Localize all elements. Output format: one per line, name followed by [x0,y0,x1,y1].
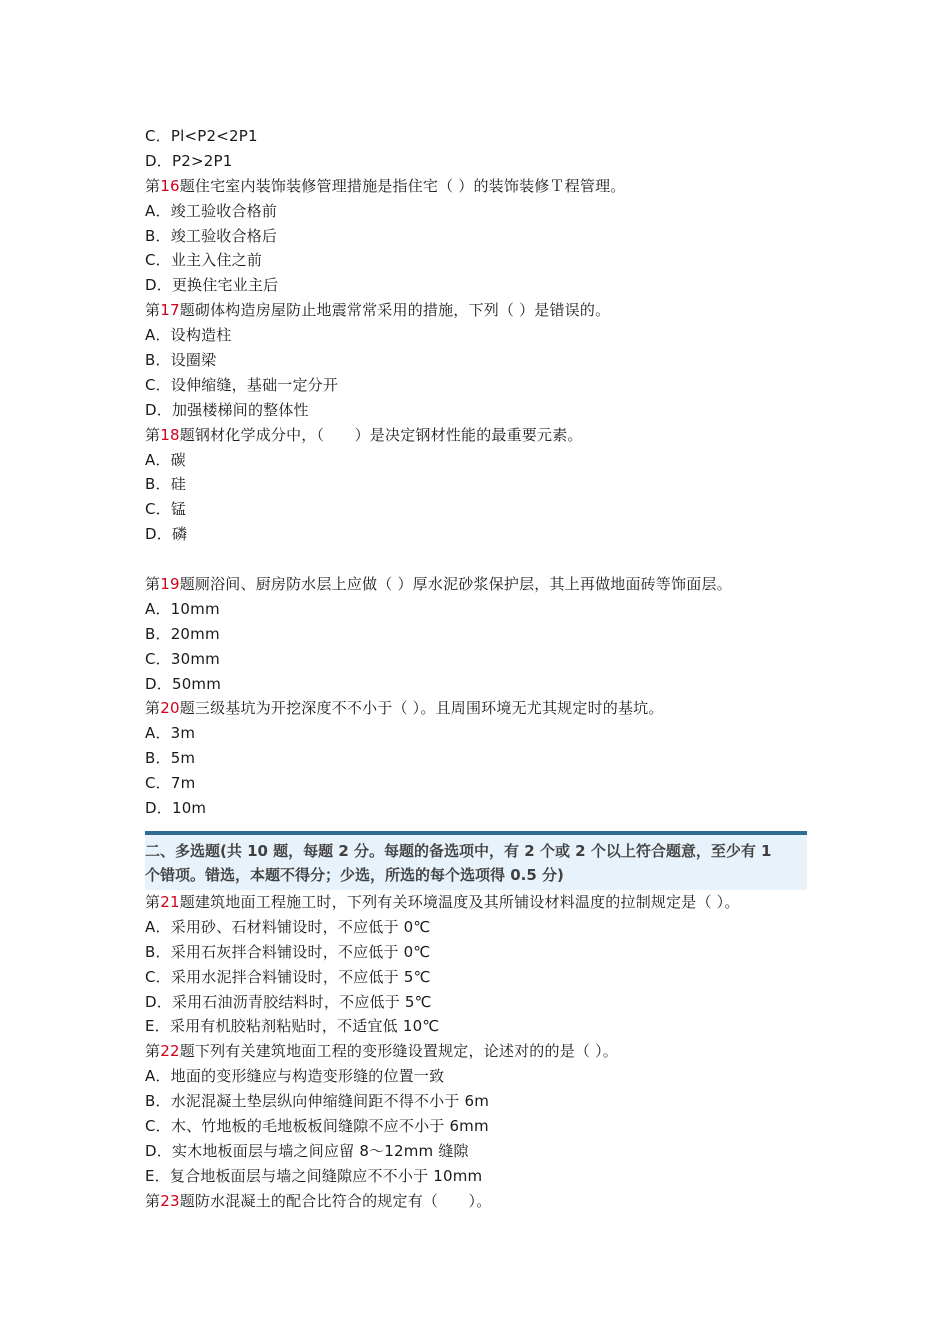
option-line: C．锰 [145,500,187,519]
option-line: A．碳 [145,450,186,469]
question-text: 题下列有关建筑地面工程的变形缝设置规定，论述对的的是（ ）。 [179,1042,618,1061]
question-text: 题住宅室内装饰装修管理措施是指住宅（ ）的装饰装修Ｔ程管理。 [179,176,626,195]
option-line: C．7m [145,774,196,793]
option-line: C．采用水泥拌合料铺设时，不应低于 5℃ [145,967,431,986]
question-prefix: 第 [145,1042,161,1061]
option-line: A．3m [145,724,196,743]
option-line: D．50mm [145,674,222,693]
question-stem [145,890,810,915]
option-line: C．30mm [145,649,220,668]
option-line: C．设伸缩缝，基础一定分开 [145,375,339,394]
section-header [145,835,807,890]
question-text: 题防水混凝土的配合比符合的规定有（ ）。 [179,1191,492,1210]
question-number: 18 [160,425,180,444]
question-stem [145,1189,810,1214]
option-line: B．设圈梁 [145,351,217,370]
question-stem [145,423,810,448]
option-line: D．P2>2P1 [145,151,233,170]
question-number: 17 [160,301,180,320]
option-line: D．加强楼梯间的整体性 [145,400,309,419]
option-line: D．实木地板面层与墙之间应留 8～12mm 缝隙 [145,1141,469,1160]
option-line: B．硅 [145,475,186,494]
question-number: 22 [160,1042,180,1061]
option-line: B．水泥混凝土垫层纵向伸缩缝间距不得不小于 6m [145,1092,490,1111]
question-stem [145,298,810,323]
question-number: 19 [160,575,180,594]
question-text: 题钢材化学成分中，（ ）是决定钢材性能的最重要元素。 [179,425,583,444]
option-line: A．地面的变形缝应与构造变形缝的位置一致 [145,1067,445,1086]
option-line: D．采用石油沥青胶结料时，不应低于 5℃ [145,992,432,1011]
question-prefix: 第 [145,425,161,444]
option-line: C．业主入住之前 [145,251,263,270]
option-line: A．采用砂、石材料铺设时，不应低于 0℃ [145,917,431,936]
question-stem [145,1039,810,1064]
option-line: B．20mm [145,624,220,643]
question-stem [145,174,810,199]
question-number: 21 [160,892,180,911]
option-line: C．木、竹地板的毛地板板间缝隙不应不小于 6mm [145,1116,489,1135]
option-line: D．更换住宅业主后 [145,276,279,295]
question-number: 16 [160,176,180,195]
option-line: C．Pl<P2<2P1 [145,127,258,145]
option-line: B．采用石灰拌合料铺设时，不应低于 0℃ [145,942,431,961]
option-line: E．采用有机胶粘剂粘贴时，不适宜低 10℃ [145,1017,440,1036]
question-stem [145,696,810,721]
option-line: D．磷 [145,525,188,544]
question-prefix: 第 [145,699,161,718]
section-header-line: 个错项。错选，本题不得分；少选，所选的每个选项得 0.5 分) [145,866,564,885]
option-line: B．5m [145,749,196,768]
question-text: 题砌体构造房屋防止地震常常采用的措施，下列（ ）是错误的。 [179,301,611,320]
question-text: 题建筑地面工程施工时，下列有关环境温度及其所铺设材料温度的拉制规定是（ ）。 [179,892,740,911]
section-header-line: 二、多选题(共 10 题，每题 2 分。每题的备选项中，有 2 个或 2 个以上符合题意，至少有 1 [145,841,772,860]
option-line: A．设构造柱 [145,326,232,345]
question-number: 23 [160,1191,180,1210]
question-text: 题三级基坑为开挖深度不不小于（ ）。且周围环境无尤其规定时的基坑。 [179,699,664,718]
question-number: 20 [160,699,180,718]
question-content [145,124,810,1214]
option-line: A．10mm [145,599,220,618]
question-prefix: 第 [145,892,161,911]
option-line: B．竣工验收合格后 [145,226,278,245]
option-line: D．10m [145,799,207,818]
blank-line [145,547,810,572]
question-prefix: 第 [145,575,161,594]
question-prefix: 第 [145,301,161,320]
option-line: E．复合地板面层与墙之间缝隙应不不小于 10mm [145,1166,483,1185]
question-text: 题厕浴间、厨房防水层上应做（ ）厚水泥砂浆保护层，其上再做地面砖等饰面层。 [179,575,732,594]
question-stem [145,572,810,597]
question-prefix: 第 [145,1191,161,1210]
question-prefix: 第 [145,176,161,195]
option-line: A．竣工验收合格前 [145,201,278,220]
